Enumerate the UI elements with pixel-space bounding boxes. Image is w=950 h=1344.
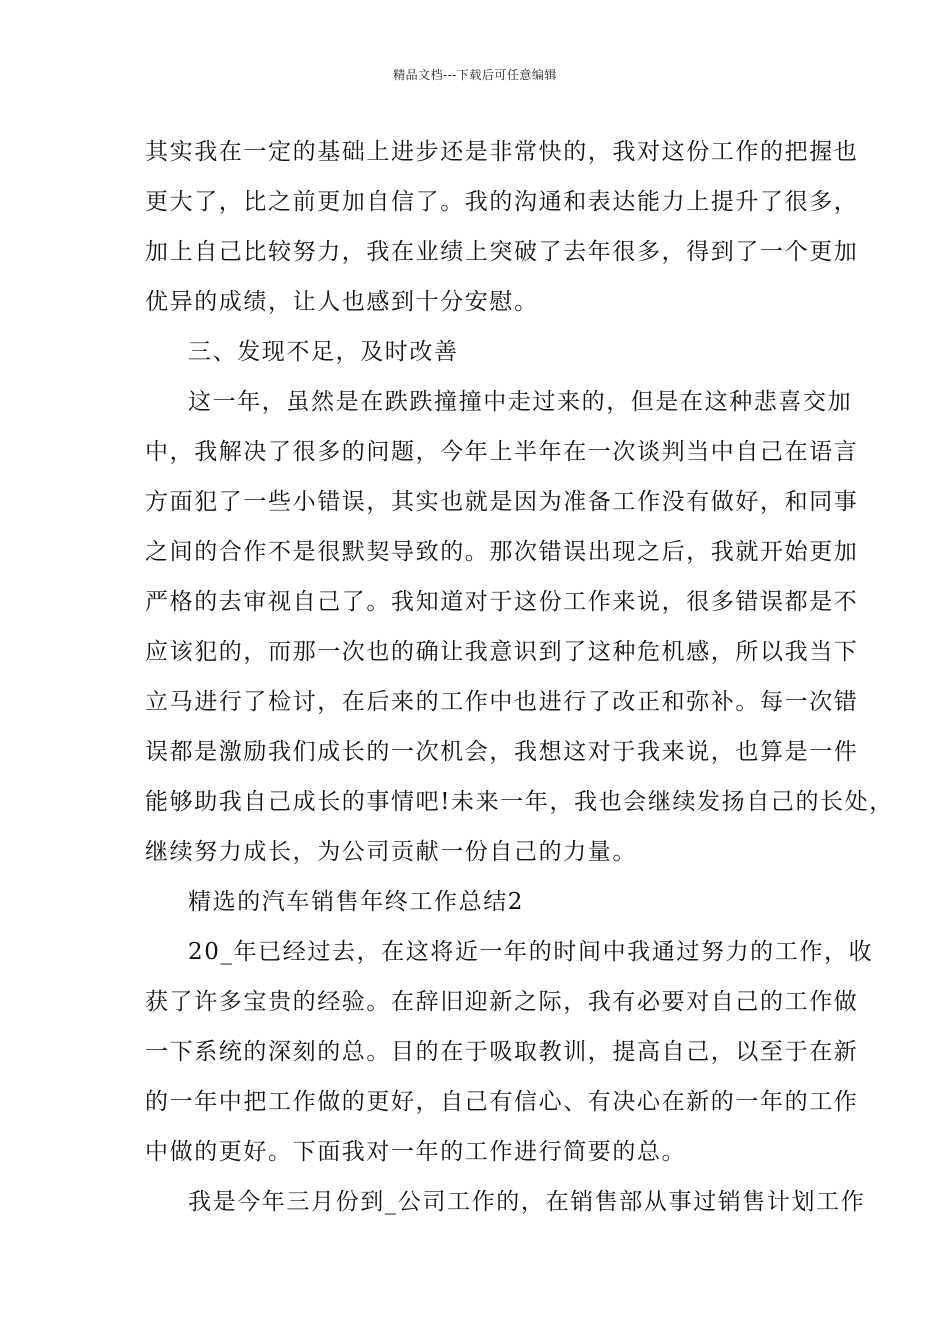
body-line: 其实我在一定的基础上进步还是非常快的，我对这份工作的把握也: [145, 139, 859, 165]
body-line: 中，我解决了很多的问题，今年上半年在一次谈判当中自己在语言: [145, 439, 859, 465]
body-line: 继续努力成长，为公司贡献一份自己的力量。: [145, 839, 637, 865]
body-line: 20_年已经过去，在这将近一年的时间中我通过努力的工作，收: [188, 939, 874, 965]
body-line: 更大了，比之前更加自信了。我的沟通和表达能力上提升了很多，: [145, 189, 859, 215]
body-line: 之间的合作不是很默契导致的。那次错误出现之后，我就开始更加: [145, 539, 859, 565]
body-line: 能够助我自己成长的事情吧!未来一年，我也会继续发扬自己的长处，: [145, 789, 894, 815]
body-line: 严格的去审视自己了。我知道对于这份工作来说，很多错误都是不: [145, 589, 859, 615]
body-line: 这一年，虽然是在跌跌撞撞中走过来的，但是在这种悲喜交加: [188, 389, 853, 415]
body-line: 优异的成绩，让人也感到十分安慰。: [145, 289, 539, 315]
body-line: 的一年中把工作做的更好，自己有信心、有决心在新的一年的工作: [145, 1089, 859, 1115]
section-heading: 三、发现不足，及时改善: [188, 339, 459, 365]
body-line: 一下系统的深刻的总。目的在于吸取教训，提高自己，以至于在新: [145, 1039, 859, 1065]
body-line: 立马进行了检讨，在后来的工作中也进行了改正和弥补。每一次错: [145, 689, 859, 715]
section-heading: 精选的汽车销售年终工作总结2: [188, 889, 525, 915]
body-line: 中做的更好。下面我对一年的工作进行简要的总。: [145, 1139, 687, 1165]
body-line: 方面犯了一些小错误，其实也就是因为准备工作没有做好，和同事: [145, 489, 859, 515]
body-line: 获了许多宝贵的经验。在辞旧迎新之际，我有必要对自己的工作做: [145, 989, 859, 1015]
page-header: 精品文档---下载后可任意编辑: [393, 68, 557, 82]
body-line: 误都是激励我们成长的一次机会，我想这对于我来说，也算是一件: [145, 739, 859, 765]
body-line: 加上自己比较努力，我在业绩上突破了去年很多，得到了一个更加: [145, 239, 859, 265]
body-line: 我是今年三月份到_公司工作的，在销售部从事过销售计划工作: [188, 1189, 866, 1215]
body-line: 应该犯的，而那一次也的确让我意识到了这种危机感，所以我当下: [145, 639, 859, 665]
